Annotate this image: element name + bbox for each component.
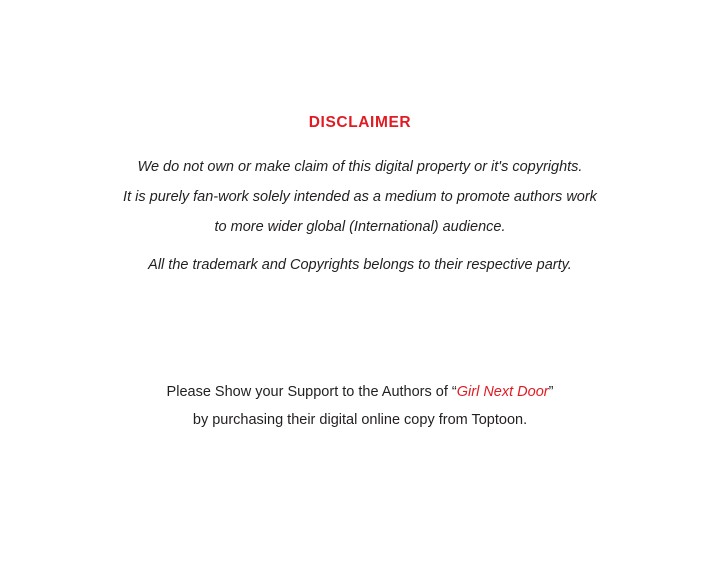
support-line-2: by purchasing their digital online copy from Toptoon.	[192, 412, 528, 428]
work-title: Girl Next Door	[456, 384, 549, 400]
disclaimer-line-2: It is purely fan-work solely intended as a medium to promote authors work	[123, 189, 597, 205]
support-message	[0, 378, 720, 434]
open-quote: “	[451, 384, 457, 400]
spacer	[0, 242, 720, 250]
disclaimer-body	[0, 152, 720, 280]
close-quote: ”	[548, 384, 554, 400]
disclaimer-line-3: to more wider global (International) audience.	[214, 219, 506, 235]
support-line-1	[0, 378, 720, 406]
trademark-line: All the trademark and Copyrights belongs to their respective party.	[148, 257, 572, 273]
page-title: DISCLAIMER	[308, 114, 412, 131]
disclaimer-line-1: We do not own or make claim of this digital property or it's copyrights.	[137, 159, 583, 175]
support-prefix: Please Show your Support to the Authors of	[166, 384, 452, 400]
